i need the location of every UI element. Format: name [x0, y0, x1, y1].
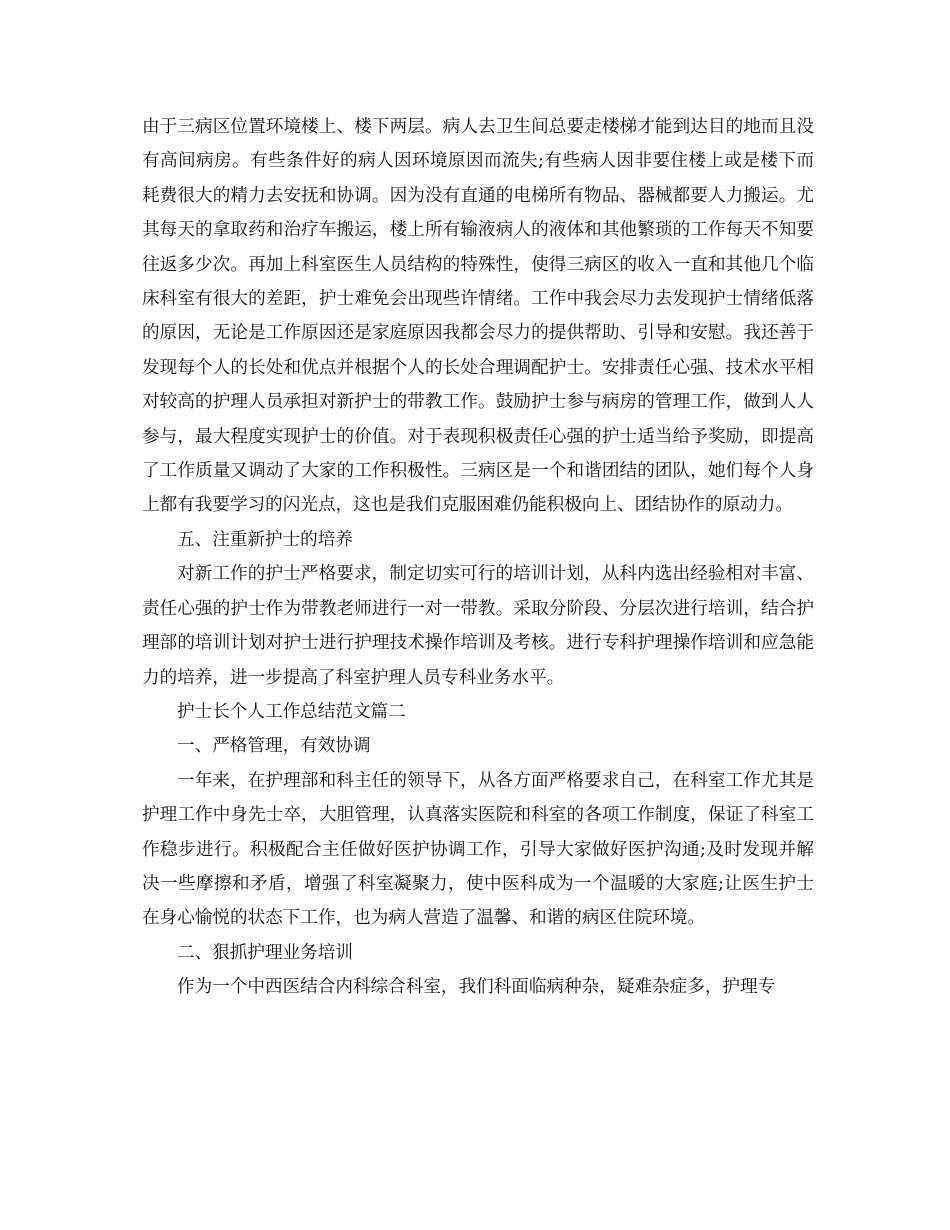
paragraph-ward-environment: 由于三病区位置环境楼上、楼下两层。病人去卫生间总要走楼梯才能到达目的地而且没有高间病房。有些条件好的病人因环境原因而流失;有些病人因非要住楼上或是楼下而耗费很大的精力去安抚和协调。因为没有直通的电梯所有物品、器械都要人力搬运。尤其每天的拿取药和治疗车搬运，楼上所有输液病人的液体和其他繁琐的工作每天不知要往返多少次。再加上科室医生人员结构的特殊性，使得三病区的收入一直和其他几个临床科室有很大的差距，护士难免会出现些许情绪。工作中我会尽力去发现护士情绪低落的原因，无论是工作原因还是家庭原因我都会尽力的提供帮助、引导和安慰。我还善于发现每个人的长处和优点并根据个人的长处合理调配护士。安排责任心强、技术水平相对较高的护理人员承担对新护士的带教工作。鼓励护士参与病房的管理工作，做到人人参与，最大程度实现护士的价值。对于表现积极责任心强的护士适当给予奖励，即提高了工作质量又调动了大家的工作积极性。三病区是一个和谐团结的团队，她们每个人身上都有我要学习的闪光点，这也是我们克服困难仍能积极向上、团结协作的原动力。: [142, 117, 814, 516]
paragraph-strict-management: 一年来，在护理部和科主任的领导下，从各方面严格要求自己，在科室工作尤其是护理工作中身先士卒，大胆管理，认真落实医院和科室的各项工作制度，保证了科室工作稳步进行。积极配合主任做好医护协调工作，引导大家做好医护沟通;及时发现并解决一些摩擦和矛盾，增强了科室凝聚力，使中医科成为一个温暖的大家庭;让医生护士在身心愉悦的状态下工作，也为病人营造了温馨、和谐的病区住院环境。: [142, 770, 814, 929]
article-title-part-two: 护士长个人工作总结范文篇二: [177, 701, 406, 722]
section-heading-business-training: 二、狠抓护理业务培训: [177, 942, 353, 963]
section-heading-strict-management: 一、严格管理，有效协调: [177, 736, 371, 757]
paragraph-new-nurse-training: 对新工作的护士严格要求，制定切实可行的培训计划，从科内选出经验相对丰富、责任心强的护士作为带教老师进行一对一带教。采取分阶段、分层次进行培训，结合护理部的培训计划对护士进行护理技术操作培训及考核。进行专科护理操作培训和应急能力的培养，进一步提高了科室护理人员专科业务水平。: [142, 564, 814, 688]
section-heading-new-nurse-training: 五、注重新护士的培养: [177, 529, 353, 550]
document-body: [142, 110, 814, 1005]
paragraph-business-training: 作为一个中西医结合内科综合科室，我们科面临病种杂，疑难杂症多，护理专: [177, 977, 776, 998]
